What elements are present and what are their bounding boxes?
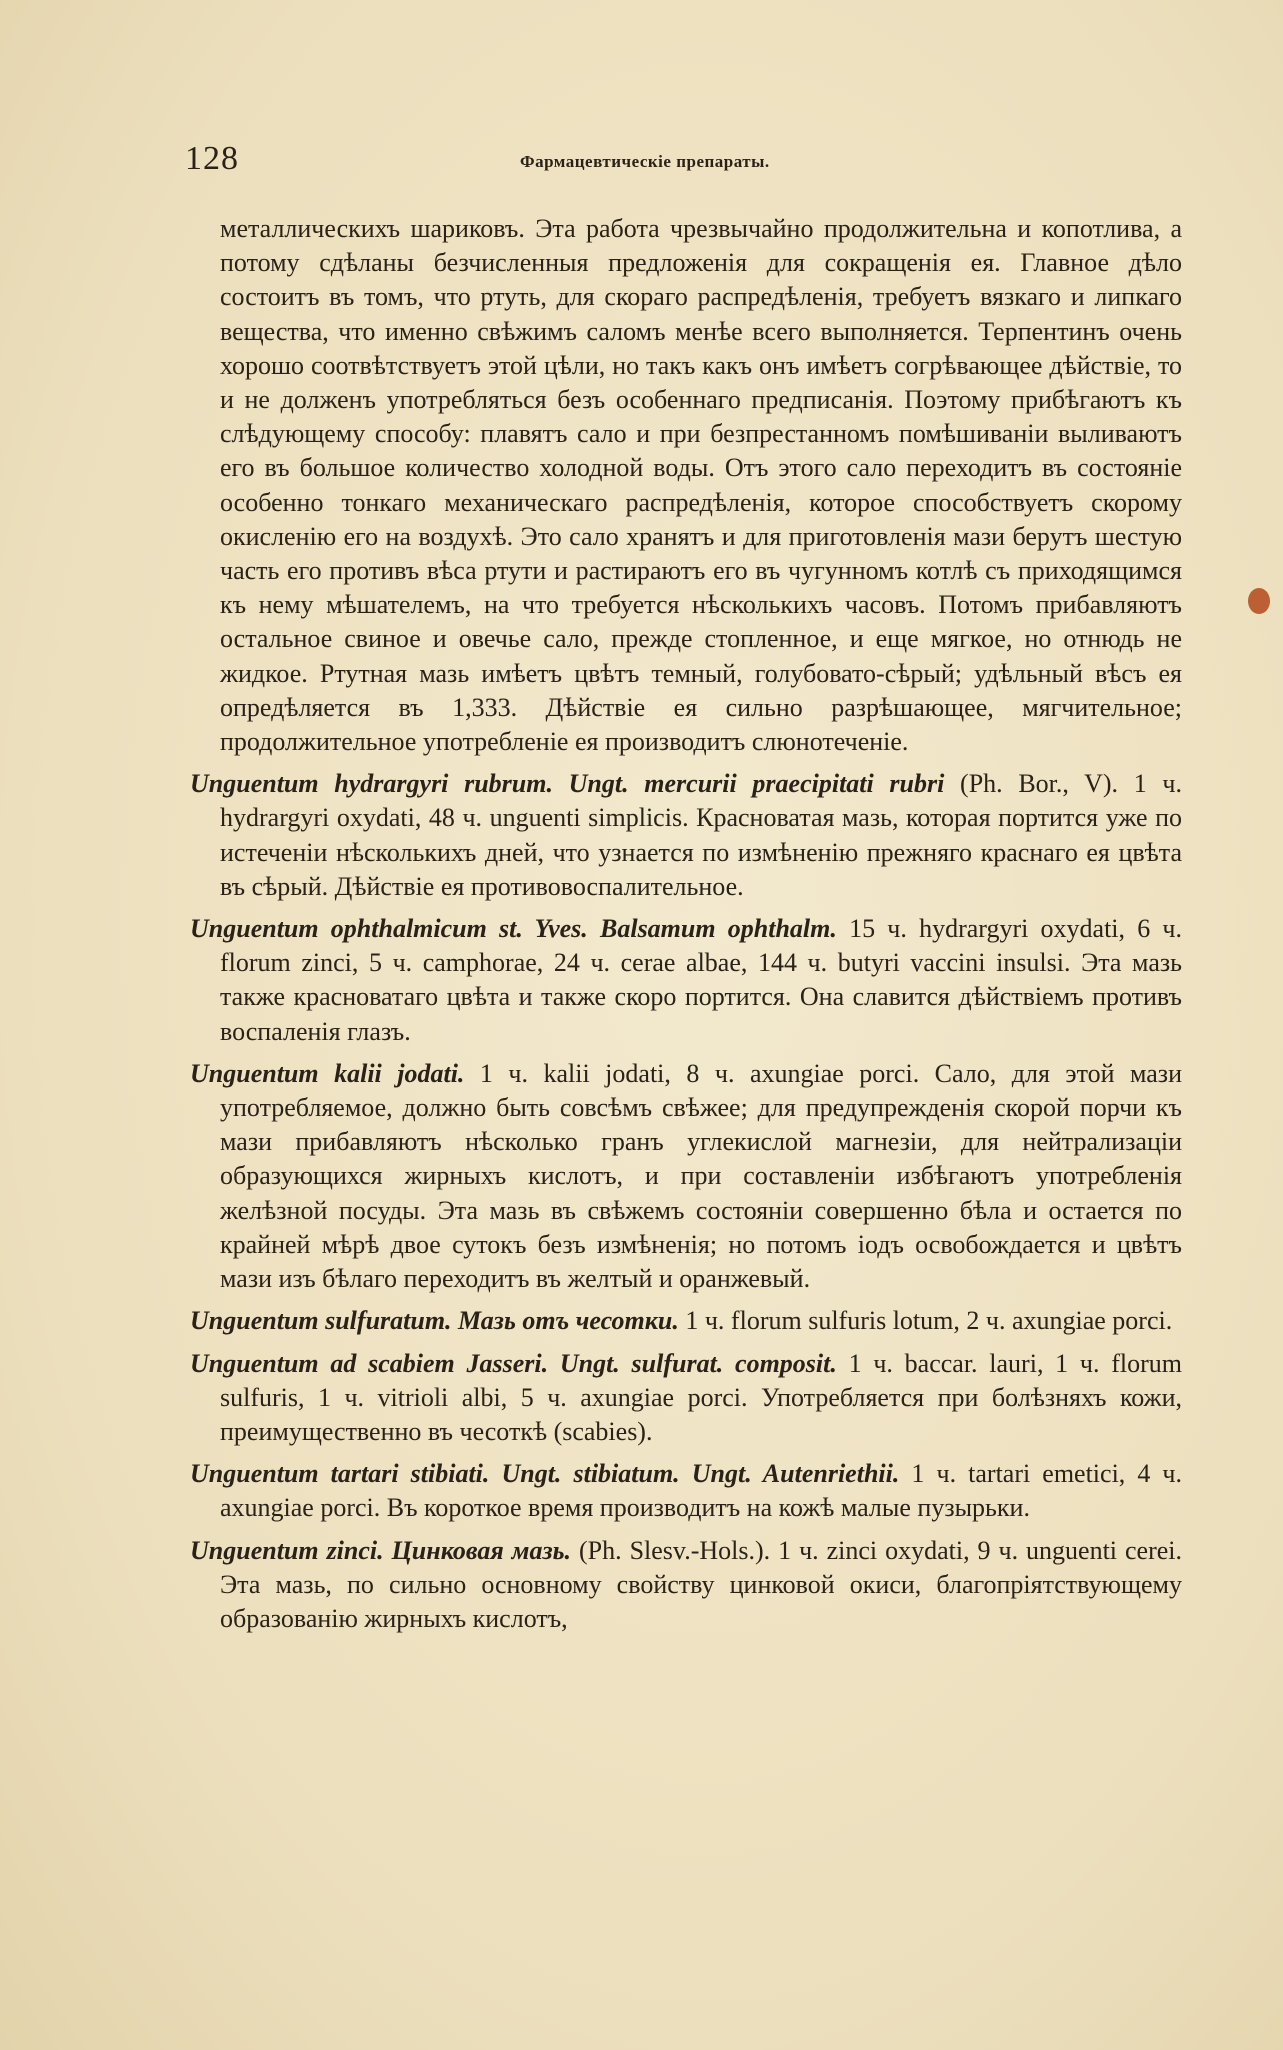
paragraph-continuation <box>220 212 1182 759</box>
entry-title: Unguentum tartari stibiati. Ungt. stibiatum. Ungt. Autenriethii. <box>190 1459 900 1489</box>
entry-title: Unguentum hydrargyri rubrum. Ungt. mercurii praecipitati rubri <box>190 769 945 799</box>
entry-ung-ad-scabiem <box>190 1347 1182 1450</box>
entry-title: Unguentum ophthalmicum st. Yves. Balsamum ophthalm. <box>190 914 837 944</box>
entry-text: 1 ч. baccar. lauri, 1 ч. florum sulfuris, 1 ч. vitrioli albi, 5 ч. axungiae porci. Употребляется при болѣзняхъ кожи, преимущественно въ чесоткѣ (scabies). <box>220 1348 1183 1446</box>
entry-ung-zinci <box>190 1534 1182 1637</box>
page-header <box>185 140 1105 180</box>
entry-text: (Ph. Slesv.-Hols.). 1 ч. zinci oxydati, 9 ч. unguenti cerei. Эта мазь, по сильно основному свойству цинковой окиси, благопріятствующему образованію жирныхъ кислотъ, <box>220 1535 1182 1633</box>
entry-ung-kalii-jodati <box>190 1057 1182 1296</box>
entry-title: Unguentum ad scabiem Jasseri. Ungt. sulfurat. composit. <box>190 1348 837 1378</box>
entry-text: (Ph. Bor., V). 1 ч. hydrargyri oxydati, 48 ч. unguenti simplicis. Красноватая мазь, которая портится уже по истеченіи нѣсколькихъ дней, что узнается по измѣненію прежняго краснаго ея цвѣта въ сѣрый. Дѣйствіе ея противовоспалительное. <box>220 769 1183 901</box>
page-body <box>190 212 1183 1644</box>
entry-ung-ophthalmicum <box>190 912 1182 1049</box>
entry-text: 1 ч. florum sulfuris lotum, 2 ч. axungiae porci. <box>678 1306 1173 1336</box>
entry-ung-sulfuratum <box>190 1304 1182 1338</box>
margin-stain <box>1248 588 1270 614</box>
entry-text: 1 ч. tartari emetici, 4 ч. axungiae porci. Въ короткое время производитъ на кожѣ малые пузырьки. <box>220 1459 1183 1523</box>
entry-ung-hydrargyri-rubrum <box>190 767 1182 904</box>
entry-title: Unguentum zinci. Цинковая мазь. <box>190 1535 572 1565</box>
running-title: Фармацевтическіе препараты. <box>520 152 770 171</box>
page-number: 128 <box>185 140 239 177</box>
paragraph-text: металлическихъ шариковъ. Эта работа чрезвычайно продолжительна и копотлива, а потому сдѣланы безчисленныя предложенія для сокращенія ея. Главное дѣло состоитъ въ томъ, что ртуть, для скораго распредѣленія, требуетъ вязкаго и липкаго вещества, что именно свѣжимъ саломъ менѣе всего выполняется. Терпентинъ очень хорошо соотвѣтствуетъ этой цѣли, но такъ какъ онъ имѣетъ согрѣвающее дѣйствіе, то и не долженъ употребляться безъ особеннаго предписанія. Поэтому прибѣгаютъ къ слѣдующему способу: плавятъ сало и при безпрестанномъ помѣшиваніи выливаютъ его въ большое количество холодной воды. Отъ этого сало переходитъ въ состояніе особенно тонкаго механическаго распредѣленія, которое способствуетъ скорому окисленію его на воздухѣ. Это сало хранятъ и для приготовленія мази берутъ шестую часть его противъ вѣса ртути и растираютъ его въ чугунномъ котлѣ съ приходящимся къ нему мѣшателемъ, на что требуется нѣсколькихъ часовъ. Потомъ прибавляютъ остальное свиное и овечье сало, прежде стопленное, и еще мягкое, но отнюдь не жидкое. Ртутная мазь имѣетъ цвѣтъ темный, голубовато-сѣрый; удѣльный вѣсъ ея опредѣляется въ 1,333. Дѣйствіе ея сильно разрѣшающее, мягчительное; продолжительное употребленіе ея производитъ слюнотеченіе. <box>220 214 1182 757</box>
entry-text: 1 ч. kalii jodati, 8 ч. axungiae porci. Сало, для этой мази употребляемое, должно быть совсѣмъ свѣжее; для предупрежденія скорой порчи къ мази прибавляютъ нѣсколько гранъ углекислой магнезіи, для нейтрализаціи образующихся жирныхъ кислотъ, и при составленіи избѣгаютъ употребленія желѣзной посуды. Эта мазь въ свѣжемъ состояніи совершенно бѣла и остается по крайней мѣрѣ двое сутокъ безъ измѣненія; но потомъ іодъ освобождается и цвѣтъ мази изъ бѣлаго переходитъ въ желтый и оранжевый. <box>220 1058 1182 1294</box>
entry-title: Unguentum sulfuratum. Мазь отъ чесотки. <box>190 1306 679 1336</box>
entry-text: 15 ч. hydrargyri oxydati, 6 ч. florum zinci, 5 ч. camphorae, 24 ч. cerae albae, 144 ч. butyri vaccini insulsi. Эта мазь также красноватаго цвѣта и также скоро портится. Она славится дѣйствіемъ противъ воспаленія глазъ. <box>220 914 1182 1046</box>
entry-ung-tartari-stibiati <box>190 1457 1182 1525</box>
entry-title: Unguentum kalii jodati. <box>190 1058 465 1088</box>
